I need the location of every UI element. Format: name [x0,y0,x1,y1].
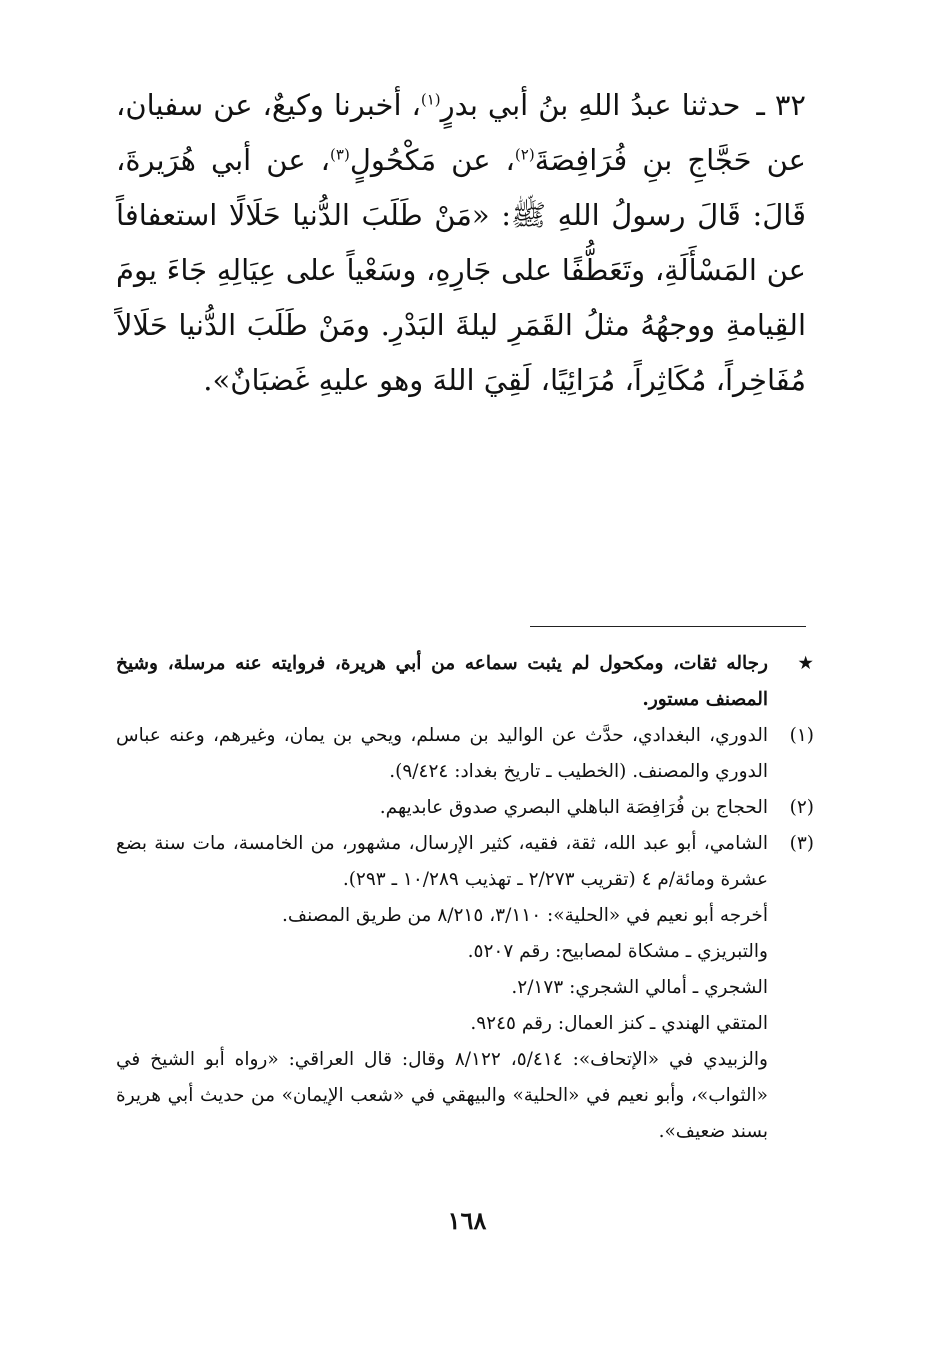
grading-note [116,646,814,718]
footnote-text: الدوري، البغدادي، حدَّث عن الواليد بن مسلم، ويحي بن يمان، وغيرهم، وعنه عباس الدوري والمصنف. (الخطيب ـ تاريخ بغداد: ٩/٤٢٤). [116,725,768,782]
takhrij-sources [116,898,814,1150]
footnote-separator [530,626,806,627]
grading-note-text: رجاله ثقات، ومكحول لم يثبت سماعه من أبي هريرة، فروايته عنه مرسلة، وشيخ المصنف مستور. [116,653,768,710]
footnote-2 [116,790,814,826]
source-line: أخرجه أبو نعيم في «الحلية»: ٣/١١٠، ٨/٢١٥ من طريق المصنف. [282,905,768,926]
hadith-segment: ، عن مَكْحُولٍ [349,143,515,177]
hadith-segment: ، أخبرنا وكيعٌ، عن سفيان، عن حَجَّاجِ بنِ فُرَافِصَةَ [116,88,806,177]
source-line: والتبريزي ـ مشكاة لمصابيح: رقم ٥٢٠٧. [467,941,768,962]
page-number: ١٦٨ [447,1206,487,1235]
footnote-ref[interactable]: (٢) [514,145,535,164]
hadith-segment: ، عن أبي هُرَيرةَ، قَالَ: قَالَ رسولُ اللهِ ﷺ: «مَنْ طَلَبَ الدُّنيا حَلَالًا استعفافاً عن المَسْأَلَةِ، وتَعَطُّفًا على جَارِهِ، وسَعْياً على عِيَالِهِ جَاءَ يومَ القِيامةِ ووجهُهُ مثلُ القَمَرِ ليلةَ البَدْرِ. ومَنْ طَلَبَ الدُّنيا حَلَالاً مُفَاخِراً، مُكَاثِراً، مُرَائِيًا، لَقِيَ اللهَ وهو عليهِ غَضبَانٌ». [116,143,806,397]
footnote-1 [116,718,814,790]
star-icon: ★ [797,653,814,674]
footnote-text: الحجاج بن فُرَافِصَة الباهلي البصري صدوق عابديهم. [379,797,768,818]
footnote-ref[interactable]: (٣) [330,145,350,164]
source-line: الشجري ـ أمالي الشجري: ٢/١٧٣. [511,977,768,998]
hadith-segment: حدثنا عبدُ اللهِ بنُ أبي بدرٍ [440,88,741,122]
hadith-number: ٣٢ ـ [756,88,807,122]
footnote-mark: (٢) [789,797,814,818]
footnote-ref[interactable]: (١) [420,90,441,109]
closing-note: والزبيدي في «الإتحاف»: ٥/٤١٤، ٨/١٢٢ وقال: قال العراقي: «رواه أبو الشيخ في «الثواب»، وأبو نعيم في «الحلية» والبيهقي في «شعب الإيمان» من حديث أبي هريرة بسند ضعيف». [116,1049,768,1142]
source-line: المتقي الهندي ـ كنز العمال: رقم ٩٢٤٥. [470,1013,768,1034]
footnotes-section [116,646,814,1150]
footnote-mark: (٣) [789,833,814,854]
footnote-text: الشامي، أبو عبد الله، ثقة، فقيه، كثير الإرسال، مشهور، من الخامسة، مات سنة بضع عشرة ومائة/م ٤ (تقريب ٢/٢٧٣ ـ تهذيب ١٠/٢٨٩ ـ ٢٩٣). [116,833,768,890]
footnote-3 [116,826,814,898]
footnote-mark: (١) [789,725,814,746]
hadith-text [116,78,806,408]
